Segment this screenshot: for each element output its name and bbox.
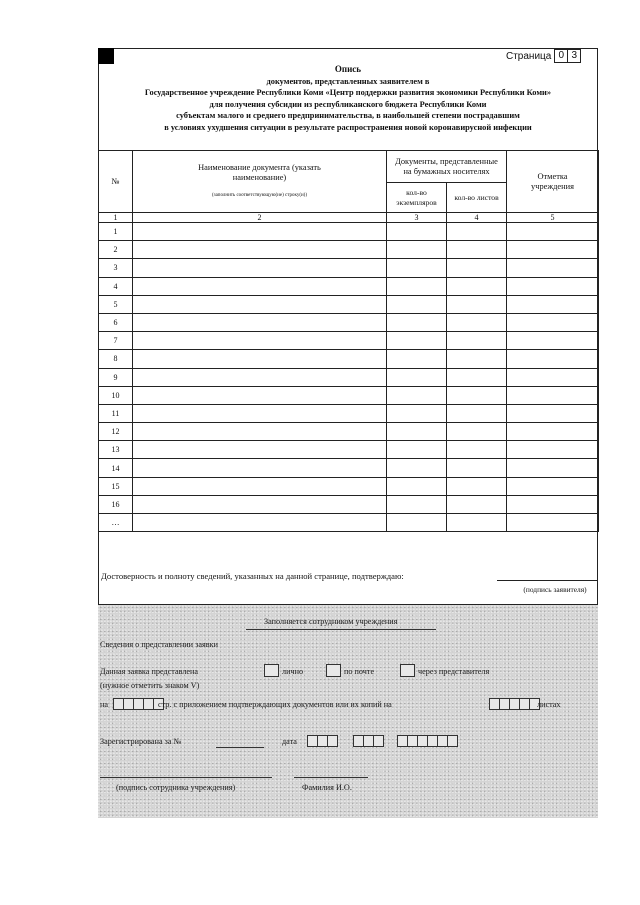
row-sheets-cell[interactable] [447, 514, 507, 532]
row-mark-cell[interactable] [507, 259, 599, 277]
header-line: Государственное учреждение Республики Коми «Центр поддержки развития экономики Республики Коми» [144, 88, 552, 98]
row-doc-name-cell[interactable] [133, 350, 387, 368]
applicant-signature-hint: (подпись заявителя) [523, 585, 587, 594]
row-doc-name-cell[interactable] [133, 277, 387, 295]
row-mark-cell[interactable] [507, 223, 599, 241]
col-header-docs: Документы, представленные на бумажных носителях [387, 151, 507, 183]
page-count-cells[interactable] [114, 698, 164, 710]
row-mark-cell[interactable] [507, 423, 599, 441]
representative-checkbox[interactable] [400, 664, 415, 677]
date-day-cells[interactable] [308, 735, 338, 747]
index-cell: 3 [387, 213, 447, 223]
row-number: 1 [99, 223, 133, 241]
title-underline [246, 629, 436, 630]
row-sheets-cell[interactable] [447, 259, 507, 277]
row-sheets-cell[interactable] [447, 295, 507, 313]
sheets-label: листах [537, 700, 561, 709]
row-doc-name-cell[interactable] [133, 423, 387, 441]
mark-hint: (нужное отметить знаком V) [100, 681, 200, 690]
row-number: 10 [99, 386, 133, 404]
table-row [99, 313, 599, 331]
header-line: для получения субсидии из республиканского бюджета Республики Коми [209, 99, 487, 109]
document-header [100, 64, 596, 134]
row-sheets-cell[interactable] [447, 386, 507, 404]
table-row [99, 277, 599, 295]
representative-option-label: через представителя [418, 667, 490, 676]
row-copies-cell[interactable] [387, 441, 447, 459]
table-row [99, 477, 599, 495]
row-copies-cell[interactable] [387, 332, 447, 350]
row-copies-cell[interactable] [387, 459, 447, 477]
table-row [99, 441, 599, 459]
date-month-cells[interactable] [354, 735, 384, 747]
row-doc-name-cell[interactable] [133, 495, 387, 513]
row-sheets-cell[interactable] [447, 495, 507, 513]
page-digit: 0 [554, 49, 568, 63]
table-row [99, 295, 599, 313]
page-number-box [506, 49, 581, 63]
table-row [99, 386, 599, 404]
staff-section-title: Заполняется сотрудником учреждения [264, 617, 398, 626]
row-copies-cell[interactable] [387, 350, 447, 368]
row-doc-name-cell[interactable] [133, 477, 387, 495]
row-copies-cell[interactable] [387, 477, 447, 495]
header-line: в условиях ухудшения ситуации в результате распространения новой коронавирусной инфекции [164, 122, 532, 132]
staff-name-line[interactable] [294, 777, 368, 778]
row-copies-cell[interactable] [387, 368, 447, 386]
table-row [99, 223, 599, 241]
table-row [99, 459, 599, 477]
mail-option-label: по почте [344, 667, 375, 676]
row-mark-cell[interactable] [507, 404, 599, 422]
row-copies-cell[interactable] [387, 277, 447, 295]
row-doc-name-cell[interactable] [133, 223, 387, 241]
pages-text: стр. с приложением подтверждающих документов или их копий на [158, 700, 392, 709]
row-doc-name-cell[interactable] [133, 313, 387, 331]
row-number: 8 [99, 350, 133, 368]
table-row [99, 368, 599, 386]
table-row [99, 514, 599, 532]
row-doc-name-cell[interactable] [133, 459, 387, 477]
mail-checkbox[interactable] [326, 664, 341, 677]
table-row [99, 404, 599, 422]
table-row [99, 495, 599, 513]
row-sheets-cell[interactable] [447, 459, 507, 477]
row-number: … [99, 514, 133, 532]
row-number: 4 [99, 277, 133, 295]
row-copies-cell[interactable] [387, 495, 447, 513]
row-number: 11 [99, 404, 133, 422]
row-sheets-cell[interactable] [447, 368, 507, 386]
row-sheets-cell[interactable] [447, 332, 507, 350]
row-mark-cell[interactable] [507, 495, 599, 513]
row-mark-cell[interactable] [507, 441, 599, 459]
row-copies-cell[interactable] [387, 259, 447, 277]
row-number: 6 [99, 313, 133, 331]
on-label: на [100, 700, 109, 709]
table-row [99, 350, 599, 368]
row-number: 3 [99, 259, 133, 277]
row-number: 12 [99, 423, 133, 441]
row-copies-cell[interactable] [387, 223, 447, 241]
index-cell: 5 [507, 213, 599, 223]
row-sheets-cell[interactable] [447, 477, 507, 495]
row-sheets-cell[interactable] [447, 223, 507, 241]
col-header-number: № [99, 151, 133, 213]
col-header-copies: кол-во экземпляров [387, 183, 447, 213]
personal-option-label: лично [282, 667, 304, 676]
row-doc-name-cell[interactable] [133, 404, 387, 422]
table-row [99, 241, 599, 259]
submission-info-label: Сведения о представлении заявки [100, 640, 218, 649]
row-mark-cell[interactable] [507, 514, 599, 532]
row-number: 13 [99, 441, 133, 459]
row-copies-cell[interactable] [387, 423, 447, 441]
registration-number-line[interactable] [216, 747, 264, 748]
row-doc-name-cell[interactable] [133, 386, 387, 404]
index-cell: 4 [447, 213, 507, 223]
row-sheets-cell[interactable] [447, 423, 507, 441]
row-copies-cell[interactable] [387, 295, 447, 313]
row-sheets-cell[interactable] [447, 313, 507, 331]
row-copies-cell[interactable] [387, 386, 447, 404]
row-number: 14 [99, 459, 133, 477]
staff-section [98, 604, 598, 818]
row-number: 16 [99, 495, 133, 513]
table-row [99, 423, 599, 441]
row-mark-cell[interactable] [507, 241, 599, 259]
confirm-statement: Достоверность и полноту сведений, указанных на данной странице, подтверждаю: [101, 571, 404, 581]
table-row [99, 332, 599, 350]
row-doc-name-cell[interactable] [133, 332, 387, 350]
row-sheets-cell[interactable] [447, 241, 507, 259]
row-doc-name-cell[interactable] [133, 514, 387, 532]
row-number: 2 [99, 241, 133, 259]
row-mark-cell[interactable] [507, 459, 599, 477]
row-doc-name-cell[interactable] [133, 368, 387, 386]
row-doc-name-cell[interactable] [133, 259, 387, 277]
row-doc-name-cell[interactable] [133, 241, 387, 259]
applicant-signature-line[interactable] [497, 580, 597, 581]
staff-name-label: Фамилия И.О. [302, 783, 352, 792]
row-sheets-cell[interactable] [447, 350, 507, 368]
col-name-hint: (заполнить соответствующую(ие) строку(и)) [212, 192, 307, 198]
row-sheets-cell[interactable] [447, 277, 507, 295]
staff-signature-line[interactable] [100, 777, 272, 778]
row-number: 7 [99, 332, 133, 350]
registered-label: Зарегистрирована за № [100, 737, 182, 746]
row-mark-cell[interactable] [507, 386, 599, 404]
corner-marker [98, 48, 114, 64]
col-name-text: Наименование документа (указать наименование) [198, 162, 321, 182]
row-copies-cell[interactable] [387, 241, 447, 259]
table-row [99, 259, 599, 277]
col-header-name [133, 151, 387, 213]
row-doc-name-cell[interactable] [133, 441, 387, 459]
row-sheets-cell[interactable] [447, 441, 507, 459]
index-cell: 2 [133, 213, 387, 223]
personal-checkbox[interactable] [264, 664, 279, 677]
header-line: документов, представленных заявителем в [266, 76, 430, 86]
row-mark-cell[interactable] [507, 277, 599, 295]
row-copies-cell[interactable] [387, 514, 447, 532]
table-rows [99, 223, 599, 532]
row-mark-cell[interactable] [507, 350, 599, 368]
documents-table [98, 150, 599, 532]
submitted-label: Данная заявка представлена [100, 667, 199, 676]
row-mark-cell[interactable] [507, 313, 599, 331]
sheet-count-cells[interactable] [490, 698, 540, 710]
row-copies-cell[interactable] [387, 404, 447, 422]
col-header-sheets: кол-во листов [447, 183, 507, 213]
row-mark-cell[interactable] [507, 295, 599, 313]
date-label: дата [282, 737, 297, 746]
row-mark-cell[interactable] [507, 368, 599, 386]
row-mark-cell[interactable] [507, 477, 599, 495]
page-label: Страница [506, 50, 552, 62]
row-mark-cell[interactable] [507, 332, 599, 350]
row-number: 9 [99, 368, 133, 386]
row-number: 5 [99, 295, 133, 313]
index-cell: 1 [99, 213, 133, 223]
document-title: Опись [334, 64, 362, 74]
date-year-cells[interactable] [398, 735, 458, 747]
row-copies-cell[interactable] [387, 313, 447, 331]
row-number: 15 [99, 477, 133, 495]
staff-signature-label: (подпись сотрудника учреждения) [116, 783, 236, 792]
col-header-mark: Отметка учреждения [507, 151, 599, 213]
page-digit: 3 [567, 49, 581, 63]
header-line: субъектам малого и среднего предпринимательства, в наибольшей степени пострадавшим [176, 111, 520, 121]
row-doc-name-cell[interactable] [133, 295, 387, 313]
row-sheets-cell[interactable] [447, 404, 507, 422]
